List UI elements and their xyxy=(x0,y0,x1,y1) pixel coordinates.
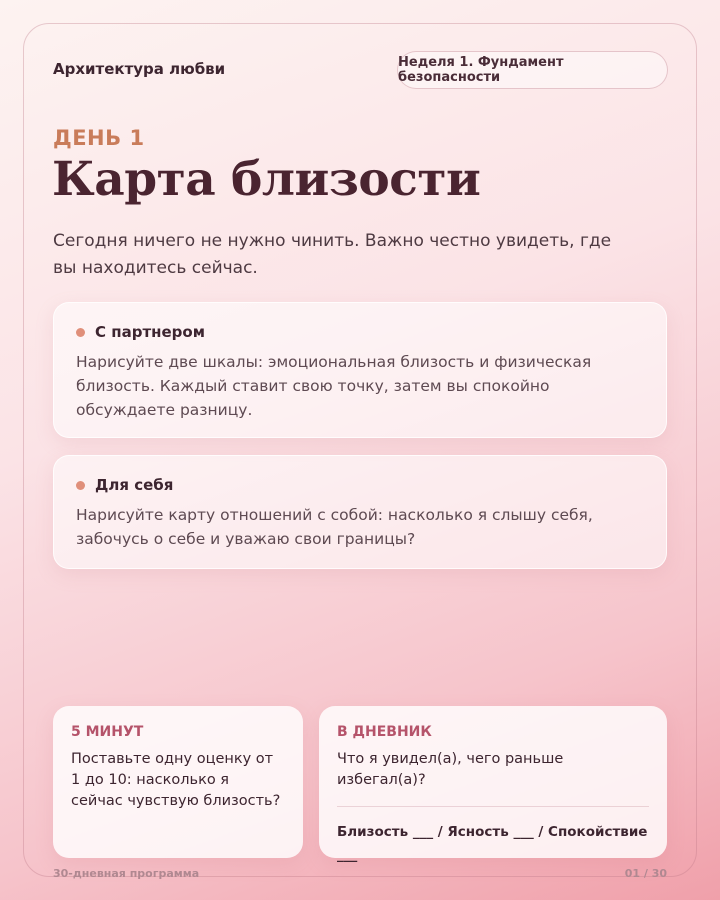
journal-question: Что я увидел(а), чего раньше избегал(а)? xyxy=(337,751,564,788)
bullet-dot-icon xyxy=(76,481,85,490)
bullet-dot-icon xyxy=(76,328,85,337)
page-subtitle: Сегодня ничего не нужно чинить. Важно честно увидеть, где вы находитесь сейчас. xyxy=(53,231,612,278)
journal-label: В ДНЕВНИК xyxy=(337,724,432,740)
five-minutes-label: 5 МИНУТ xyxy=(71,724,144,740)
five-minutes-card xyxy=(53,706,303,858)
page-title: Карта близости xyxy=(52,152,481,207)
footer-program: 30-дневная программа xyxy=(53,867,200,880)
footer-page-counter: 01 / 30 xyxy=(624,867,667,880)
partner-card xyxy=(53,302,667,438)
partner-card-text: Нарисуйте две шкалы: эмоциональная близость и физическая близость. Каждый ставит свою точку, затем вы спокойно обсуждаете разницу. xyxy=(76,353,592,419)
partner-card-title: С партнером xyxy=(95,323,205,341)
partner-card-header xyxy=(76,323,644,341)
journal-card xyxy=(319,706,667,863)
app-title: Архитектура любви xyxy=(53,60,226,78)
five-minutes-text: Поставьте одну оценку от 1 до 10: насколько я сейчас чувствую близость? xyxy=(71,751,281,809)
self-card-title: Для себя xyxy=(95,476,174,494)
self-card-text: Нарисуйте карту отношений с собой: насколько я слышу себя, забочусь о себе и уважаю свои границы? xyxy=(76,506,593,548)
self-card-header xyxy=(76,476,644,494)
day-label: ДЕНЬ 1 xyxy=(53,126,145,150)
journal-scale: Близость ___ / Ясность ___ / Спокойствие ___ xyxy=(337,824,648,863)
self-card xyxy=(53,455,667,569)
journal-divider xyxy=(337,806,649,807)
week-badge: Неделя 1. Фундамент безопасности xyxy=(397,51,668,89)
